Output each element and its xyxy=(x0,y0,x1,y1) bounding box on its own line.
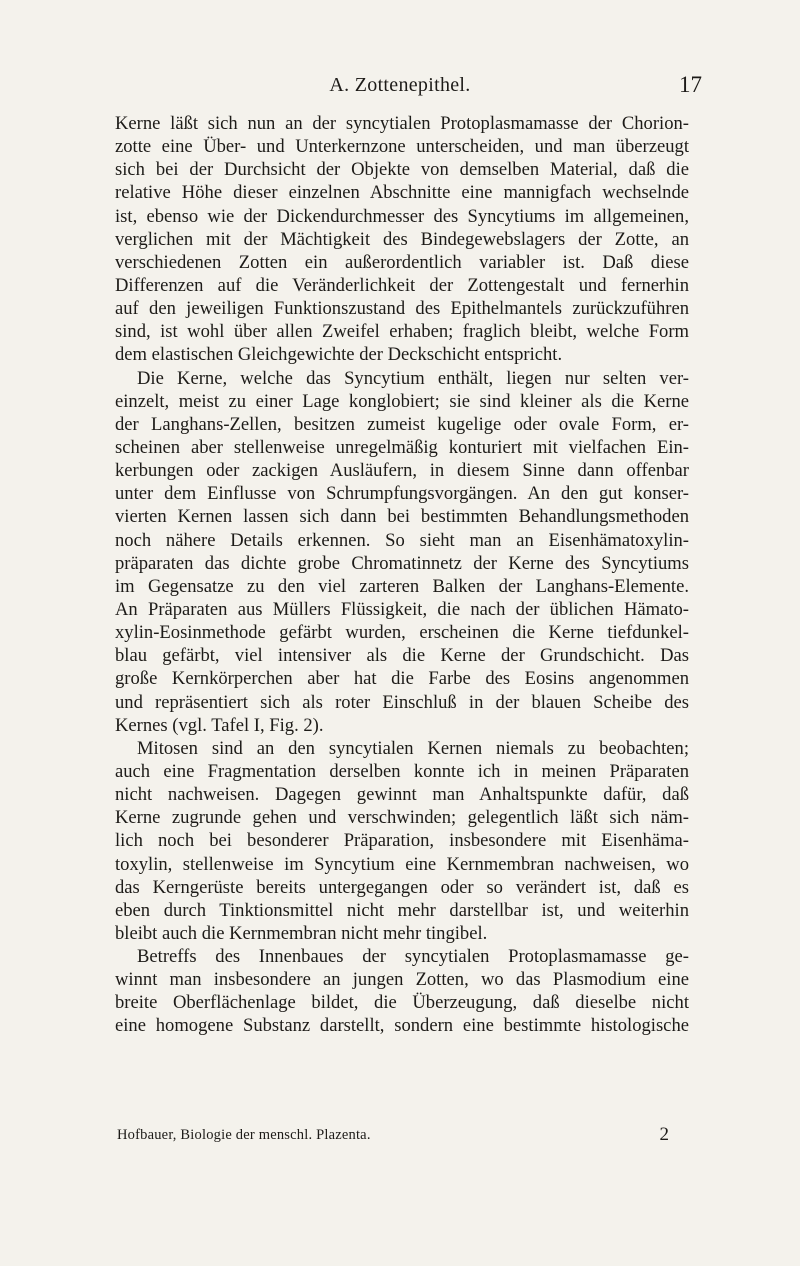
page-footer xyxy=(115,1124,689,1148)
text-line: der Langhans-Zellen, besitzen zumeist kugelige oder ovale Form, er- xyxy=(115,413,689,435)
text-line: relative Höhe dieser einzelnen Abschnitte eine mannigfach wechselnde xyxy=(115,182,689,204)
text-line: breite Oberflächenlage bildet, die Überzeugung, daß dieselbe nicht xyxy=(115,992,689,1014)
text-line: vierten Kernen lassen sich dann bei bestimmten Behandlungsmethoden xyxy=(115,506,689,528)
page-number: 17 xyxy=(679,72,702,97)
text-line: und repräsentiert sich als roter Einschluß in der blauen Scheibe des xyxy=(115,691,689,713)
text-line: sich bei der Durchsicht der Objekte von demselben Material, daß die xyxy=(115,159,689,181)
text-line: im Gegensatze zu den viel zarteren Balken der Langhans-Elemente. xyxy=(115,575,689,597)
sheet-number: 2 xyxy=(659,1124,669,1145)
text-line: verglichen mit der Mächtigkeit des Bindegewebslagers der Zotte, an xyxy=(115,228,689,250)
text-line: Mitosen sind an den syncytialen Kernen niemals zu beobachten; xyxy=(137,737,689,759)
text-line: auf den jeweiligen Funktionszustand des Epithelmantels zurückzuführen xyxy=(115,298,689,320)
text-line: große Kernkörperchen aber hat die Farbe des Eosins angenommen xyxy=(115,668,689,690)
text-line: das Kerngerüste bereits untergegangen oder so verändert ist, daß es xyxy=(115,876,689,898)
running-title: A. Zottenepithel. xyxy=(329,74,471,96)
text-line: blau gefärbt, viel intensiver als die Kerne der Grundschicht. Das xyxy=(115,645,689,667)
running-head xyxy=(0,72,800,102)
text-line: Kerne zugrunde gehen und verschwinden; gelegentlich läßt sich näm- xyxy=(115,807,689,829)
text-line: Betreffs des Innenbaues der syncytialen Protoplasmamasse ge- xyxy=(137,946,689,968)
text-line: winnt man insbesondere an jungen Zotten, wo das Plasmodium eine xyxy=(115,969,689,991)
text-line: ist, ebenso wie der Dickendurchmesser des Syncytiums im allgemeinen, xyxy=(115,205,689,227)
text-line: Die Kerne, welche das Syncytium enthält, liegen nur selten ver- xyxy=(137,367,689,389)
text-line: einzelt, meist zu einer Lage konglobiert; sie sind kleiner als die Kerne xyxy=(115,390,689,412)
text-line: eine homogene Substanz darstellt, sondern eine bestimmte histologische xyxy=(115,1015,689,1037)
text-line: An Präparaten aus Müllers Flüssigkeit, die nach der üblichen Hämato- xyxy=(115,598,689,620)
printer-signature: Hofbauer, Biologie der menschl. Plazenta. xyxy=(117,1127,371,1143)
text-line: scheinen aber stellenweise unregelmäßig konturiert mit vielfachen Ein- xyxy=(115,436,689,458)
text-line: nicht nachweisen. Dagegen gewinnt man Anhaltspunkte dafür, daß xyxy=(115,784,689,806)
text-line: präparaten das dichte grobe Chromatinnetz der Kerne des Syncytiums xyxy=(115,552,689,574)
text-line: Kernes (vgl. Tafel I, Fig. 2). xyxy=(115,714,324,736)
text-line: toxylin, stellenweise im Syncytium eine Kernmembran nachweisen, wo xyxy=(115,853,689,875)
text-line: verschiedenen Zotten ein außerordentlich variabler ist. Daß diese xyxy=(115,251,689,273)
text-line: unter dem Einflusse von Schrumpfungsvorgängen. An den gut konser- xyxy=(115,483,689,505)
text-line: eben durch Tinktionsmittel nicht mehr darstellbar ist, und weiterhin xyxy=(115,899,689,921)
text-line: dem elastischen Gleichgewichte der Deckschicht entspricht. xyxy=(115,344,563,366)
text-line: xylin-Eosinmethode gefärbt wurden, erscheinen die Kerne tiefdunkel- xyxy=(115,622,689,644)
text-line: sind, ist wohl über allen Zweifel erhaben; fraglich bleibt, welche Form xyxy=(115,321,689,343)
text-line: lich noch bei besonderer Präparation, insbesondere mit Eisenhäma- xyxy=(115,830,689,852)
text-line: kerbungen oder zackigen Ausläufern, in diesem Sinne dann offenbar xyxy=(115,460,689,482)
text-line: auch eine Fragmentation derselben konnte ich in meinen Präparaten xyxy=(115,760,689,782)
text-line: bleibt auch die Kernmembran nicht mehr tingibel. xyxy=(115,922,488,944)
body-text xyxy=(115,112,689,1038)
text-line: Differenzen auf die Veränderlichkeit der Zottengestalt und fernerhin xyxy=(115,274,689,296)
text-line: Kerne läßt sich nun an der syncytialen Protoplasmamasse der Chorion- xyxy=(115,113,689,134)
text-line: zotte eine Über- und Unterkernzone unterscheiden, und man überzeugt xyxy=(115,136,689,158)
text-line: noch nähere Details erkennen. So sieht man an Eisenhämatoxylin- xyxy=(115,529,689,551)
